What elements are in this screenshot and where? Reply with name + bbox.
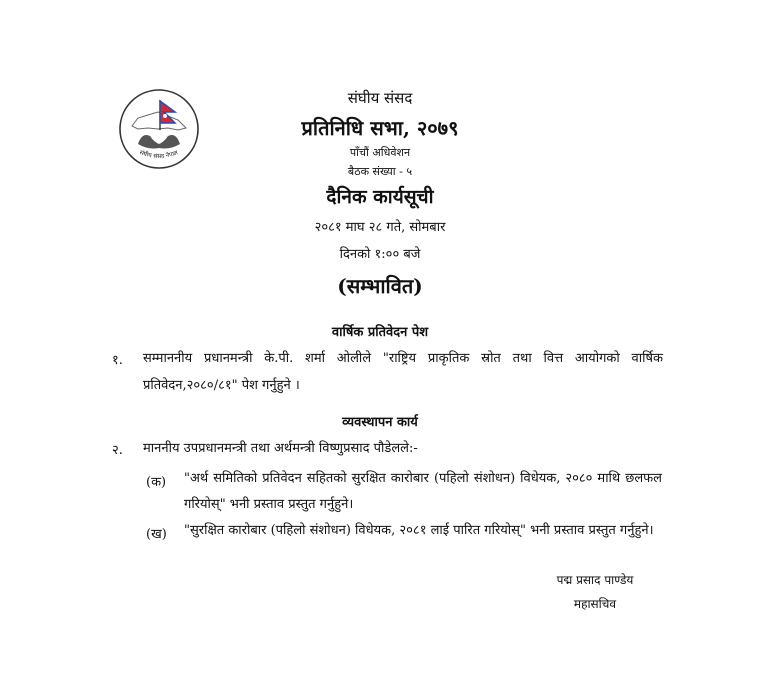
header-agenda-title: दैनिक कार्यसूची bbox=[326, 186, 434, 208]
signatory-name: पद्म प्रसाद पाण्डेय bbox=[556, 573, 634, 587]
header-time: दिनको १:०० बजे bbox=[339, 247, 421, 262]
header-session: पाँचौं अधिवेशन bbox=[349, 146, 411, 159]
emblem-text: संघीय संसद नेपाल bbox=[138, 149, 179, 161]
item-number-1: १. bbox=[112, 353, 123, 368]
subitem-text-kha: "सुरक्षित कारोबार (पहिलो संशोधन) विधेयक, २०८१ लाई पारित गरियोस्" भनी प्रस्ताव प्रस्तुत गर्नुहुने। bbox=[184, 523, 654, 538]
subitem-label-ka: (क) bbox=[146, 475, 167, 490]
subitem-label-kha: (ख) bbox=[146, 527, 167, 542]
section-heading-2: व्यवस्थापन कार्य bbox=[342, 415, 418, 430]
item-text-1: सम्माननीय प्रधानमन्त्री के.पी. शर्मा ओलीले "राष्ट्रिय प्राकृतिक स्रोत तथा वित्त आयोगको वार्षिक प्रतिवेदन,२०८०/८१" पेश गर्नुहुने । bbox=[143, 351, 663, 393]
header-line-1: संघीय संसद bbox=[347, 89, 413, 107]
item-number-2: २. bbox=[112, 443, 123, 458]
header-meeting-number: बैठक संख्या - ५ bbox=[347, 165, 413, 178]
subitem-text-ka: "अर्थ समितिको प्रतिवेदन सहितको सुरक्षित कारोबार (पहिलो संशोधन) विधेयक, २०८० माथि छलफल गरियोस्" भनी प्रस्ताव प्रस्तुत गर्नुहुने। bbox=[184, 471, 662, 512]
header-title: प्रतिनिधि सभा, २०७९ bbox=[301, 116, 459, 140]
item-text-2: माननीय उपप्रधानमन्त्री तथा अर्थमन्त्री विष्णुप्रसाद पौडेलले:- bbox=[143, 441, 418, 456]
signatory-title: महासचिव bbox=[573, 597, 617, 611]
header-tentative: (सम्भावित) bbox=[337, 274, 423, 298]
header-date: २०८१ माघ २८ गते, सोमबार bbox=[314, 220, 446, 235]
section-heading-1: वार्षिक प्रतिवेदन पेश bbox=[331, 325, 429, 340]
